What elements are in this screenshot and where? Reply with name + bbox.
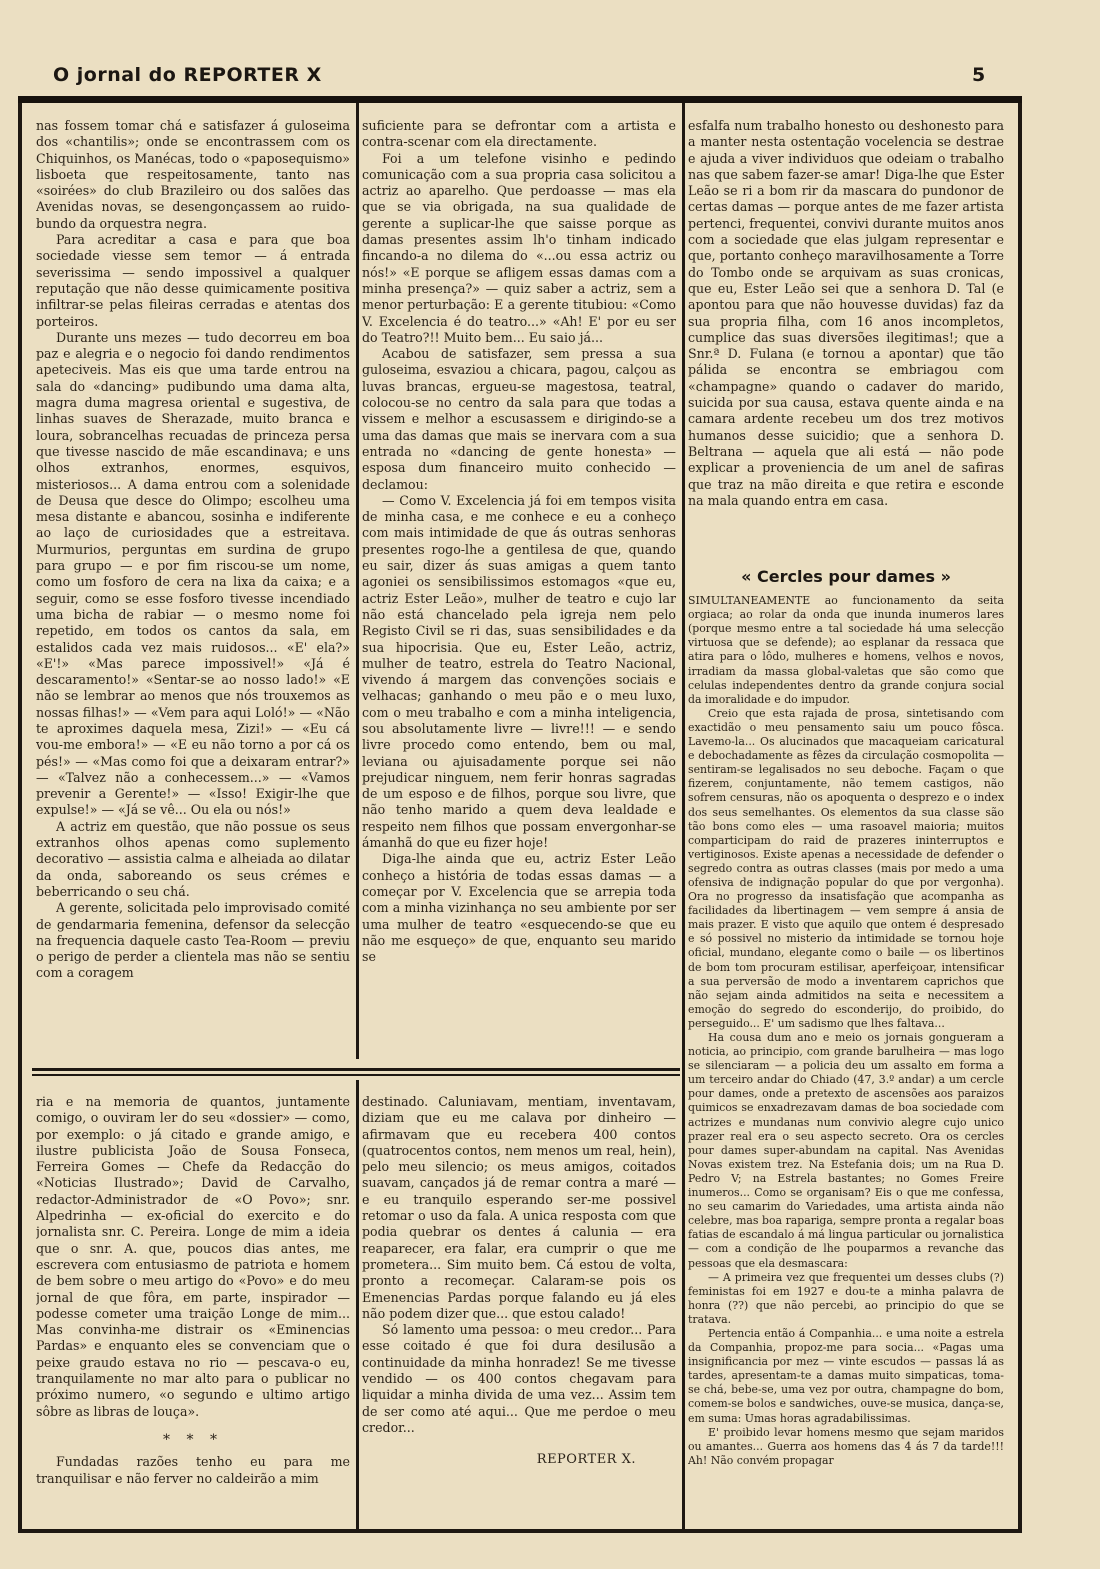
- paragraph: destinado. Caluniavam, mentiam, inventavam, diziam que eu me calava por dinheiro — afirmavam que eu recebera 400 contos (quatrocentos contos, nem menos um real, hein), pelo meu silencio; os meus amigos, coitados suavam, cançados já de remar contra a maré — e eu tranquilo esperando ser-me possivel retomar o uso da fala. A unica resposta com que podia quebrar os dentes á calunia — era reaparecer, era falar, era cumprir o que me prometera... Sim muito bem. Cá estou de volta, pronto a recomeçar. Calaram-se pois os Emenencias Pardas porque falando eu já eles não podem dizer que... que estou calado!: [362, 1094, 676, 1321]
- running-head-title: O jornal do REPORTER X: [53, 64, 322, 86]
- paragraph: esfalfa num trabalho honesto ou deshonesto para a manter nesta ostentação vocelencia se destrae e ajuda a viver individuos que odeiam o trabalho nas que sabem fazer-se amar! Diga-lhe que Ester Leão se ri a bom rir da mascara do pundonor de certas damas — porque antes de me fazer artista pertenci, frequentei, convivi durante muitos anos com a sociedade que elas julgam representar e que, portanto conheço maravilhosamente a Torre do Tombo onde se arquivam as suas cronicas, que eu, Ester Leão sei que a senhora D. Tal (e apontou para que não houvesse duvidas) faz da sua propria filha, com 16 anos incompletos, cumplice das suas diversões ilegitimas!; que a Snr.ª D. Fulana (e tornou a apontar) que tão pálida se encontra se embriagou com «champagne» quando o cadaver do marido, suicida por sua causa, estava quente ainda e na camara ardente recebeu um dos trez motivos humanos desse suicidio; que a senhora D. Beltrana — aquela que ali está — não pode explicar a proveniencia de um anel de safiras que traz na mão direita e que retira e esconde na mala quando entra em casa.: [688, 118, 1004, 508]
- article-column-2: [362, 118, 676, 1056]
- right-border: [1018, 103, 1022, 1533]
- article-column-5: [362, 1094, 676, 1526]
- top-rule: [18, 96, 1022, 103]
- column-divider-3: [356, 1080, 359, 1529]
- section-divider-2: [32, 1074, 680, 1076]
- signature: REPORTER X.: [536, 1452, 636, 1468]
- left-border: [18, 103, 22, 1533]
- paragraph: E' proibido levar homens mesmo que sejam maridos ou amantes... Guerra aos homens das 4 ás 7 da tarde!!! Ah! Não convém propagar: [688, 1425, 1004, 1467]
- cercles-article: [688, 560, 1004, 1526]
- paragraph: nas fossem tomar chá e satisfazer á guloseima dos «chantilis»; onde se encontrassem com os Chiquinhos, os Manécas, todo o «paposequismo» lisboeta que respeitosamente, tanto nas «soirées» do club Brazileiro ou dos salões das Avenidas novas, se desengonçassem ao ruido-bundo da orquestra negra.: [36, 118, 350, 231]
- paragraph: SIMULTANEAMENTE ao funcionamento da seita orgiaca; ao rolar da onda que inunda inumeros lares (porque mesmo entre a tal sociedade há uma selecção virtuosa que se defende); ao esplanar da ressaca que atira para o lôdo, mulheres e homens, velhos e novos, irradiam da massa global-valetas que são como que celulas independentes dentro da grande conjura social da imoralidade e do impudor.: [688, 594, 1004, 706]
- column-divider-1: [356, 103, 359, 1059]
- paragraph: Para acreditar a casa e para que boa sociedade viesse sem temor — á entrada severissima — sendo impossivel a qualquer reputação que não desse quimicamente positiva infiltrar-se pelas fileiras cerradas e atentas dos porteiros.: [36, 232, 350, 329]
- paragraph: Creio que esta rajada de prosa, sintetisando com exactidão o meu pensamento saiu um pouco fôsca. Lavemo-la... Os alucinados que macaqueiam caricatural e debochadamente as fêzes da circulação cosmopolita — sentiram-se legalisados no seu deboche. Façam o que fizerem, conjuntamente, não temem castigos, não sofrem censuras, não os apoquenta o desprezo e o index dos seus semelhantes. Os elementos da sua classe são tão bons como eles — uma rasoavel maioria; muitos comparticipam do raid de prazeres ininterruptos e vertiginosos. Existe apenas a necessidade de defender o segredo contra as outras classes (mais por medo a uma ofensiva de indignação popular do que por vergonha). Ora no progresso da insatisfação que acompanha as facilidades da libertinagem — vem sempre á ansia de mais prazer. E visto que aquilo que ontem é despresado e só possivel no misterio da intimidade se tornou hoje oficial, mundano, elegante como o baile — os libertinos de bom tom procuram estilisar, aperfeiçoar, intensificar a sua perversão de modo a inventarem caprichos que não sejam ainda admitidos na seita e necessitem a emoção do segredo do esconderijo, do proibido, do perseguido... E' um sadismo que lhes faltava...: [688, 706, 1004, 1030]
- paragraph: Diga-lhe ainda que eu, actriz Ester Leão conheço a história de todas essas damas — a começar por V. Excelencia que se arrepia toda com a minha vizinhança no seu ambiente por ser uma mulher de teatro «esquecendo-se que eu não me esqueço» de que, enquanto seu marido se: [362, 851, 676, 965]
- paragraph: A actriz em questão, que não possue os seus extranhos olhos apenas como suplemento decorativo — assistia calma e alheiada ao dilatar da onda, saboreando os seus crémes e beberricando o seu chá.: [36, 818, 350, 899]
- article-column-3: [688, 118, 1004, 564]
- section-break: * * *: [163, 1431, 223, 1448]
- section-divider: [32, 1068, 680, 1071]
- paragraph: Ha cousa dum ano e meio os jornais gongueram a noticia, ao principio, com grande barulheira — mas logo se silenciaram — a policia deu um assalto em forma a um terceiro andar do Chiado (47, 3.º andar) a um cercle pour dames, onde a pretexto de ascensões aos paraizos quimicos se enxadrezavam damas de boa sociedade com actrizes e mundanas num convivio alegre cujo unico prazer real era o seu aspecto secreto. Ora os cercles pour dames super-abundam na capital. Nas Avenidas Novas existem trez. Na Estefania dois; um na Rua D. Pedro V; na Estrela bastantes; no Gomes Freire inumeros... Como se organisam? Eis o que me confessa, no seu camarim do Variedades, uma artista ainda não celebre, mas boa rapariga, sempre pronta a regalar boas fatias de escandalo á má lingua particular ou jornalistica — com a condição de lhe pouparmos a revanche das pessoas que ela desmascara:: [688, 1031, 1004, 1270]
- paragraph: Durante uns mezes — tudo decorreu em boa paz e alegria e o negocio foi dando rendimentos apeteciveis. Mas eis que uma tarde entrou na sala do «dancing» pudibundo uma dama alta, magra duma magresa oriental e sugestiva, de linhas suaves de Sherazade, muito branca e loura, sobrancelhas recuadas de princeza persa que tivesse nascido de mãe escandinava; e uns olhos extranhos, enormes, esquivos, misteriosos... A dama entrou com a solenidade de Deusa que desce do Olimpo; escolheu uma mesa distante e abancou, sosinha e indiferente ao laço de curiosidades que a estreitava. Murmurios, perguntas em surdina de grupo para grupo — e por fim riscou-se um nome, como um fosforo de cera na lixa da caixa; e a seguir, como se esse fosforo tivesse incendiado uma bicha de rabiar — o mesmo nome foi repetido, em todos os cantos da sala, em estalidos cada vez mais ruidosos... «E' ela?» «E'!» «Mas parece impossivel!» «Já é descaramento!» «Sentar-se ao nosso lado!» «E não se lembrar ao menos que nós trouxemos as nossas filhas!» — «Vem para aqui Loló!» — «Não te aproximes daquela mesa, Zizi!» — «Eu cá vou-me embora!» — «E eu não torno a por cá os pés!» — «Mas como foi que a deixaram entrar?» — «Talvez não a conhecessem...» — «Vamos prevenir a Gerente!» — «Isso! Exigir-lhe que expulse!» — «Já se vê... Ou ela ou nós!»: [36, 329, 350, 818]
- article-column-1: [36, 118, 350, 1056]
- paragraph: — A primeira vez que frequentei um desses clubs (?) feministas foi em 1927 e dou-te a minha palavra de honra (??) que não percebi, ao principio do que se tratava.: [688, 1270, 1004, 1326]
- paragraph: Acabou de satisfazer, sem pressa a sua guloseima, esvaziou a chicara, pagou, calçou as luvas brancas, ergueu-se magestosa, teatral, colocou-se no centro da sala para que todas a vissem e melhor a escusassem e dirigindo-se a uma das damas que mais se inervara com a sua entrada no «dancing de gente honesta» — esposa dum financeiro muito conhecido — declamou:: [362, 346, 676, 492]
- paragraph: Só lamento uma pessoa: o meu credor... Para esse coitado é que foi dura desilusão a continuidade da minha honradez! Se me tivesse vendido — os 400 contos chegavam para liquidar a minha divida de uma vez... Assim tem de ser como até aqui... Que me perdoe o meu credor...: [362, 1322, 676, 1435]
- page-number: 5: [972, 64, 986, 86]
- paragraph: ria e na memoria de quantos, juntamente comigo, o ouviram ler do seu «dossier» — como, por exemplo: o já citado e grande amigo, e ilustre publicista João de Sousa Fonseca, Ferreira Gomes — Chefe da Redacção do «Noticias Ilustrado»; David de Carvalho, redactor-Administrador de «O Povo»; snr. Alpedrinha — ex-oficial do exercito e do jornalista snr. C. Pereira. Longe de mim a ideia que o snr. A. que, poucos dias antes, me escrevera com entusiasmo de patriota e homem de bem sobre o meu artigo do «Povo» e do meu jornal de que fôra, em parte, inspirador — podesse cometer uma traição Longe de mim... Mas convinha-me distrair os «Eminencias Pardas» e enquanto eles se convenciam que o peixe graudo estava no rio — pescava-o eu, tranquilamente no mar alto para o publicar no próximo numero, «o segundo e ultimo artigo sôbre as libras de louça».: [36, 1094, 350, 1419]
- column-divider-2: [682, 103, 685, 1529]
- paragraph: — Como V. Excelencia já foi em tempos visita de minha casa, e me conhece e eu a conheço com mais intimidade de que ás outras senhoras presentes rogo-lhe a gentilesa de que, quando eu sair, dizer ás suas amigas a quem tanto agoniei os sensibilissimos estomagos «que eu, actriz Ester Leão», mulher de teatro e cujo lar não está chancelado pela igreja nem pelo Registo Civil se ri das, suas sensibilidades e da sua hipocrisia. Que eu, Ester Leão, actriz, mulher de teatro, estrela do Teatro Nacional, vivendo á margem das convenções sociais e velhacas; ganhando o meu pão e o meu luxo, com o meu trabalho e com a minha inteligencia, sou absolutamente livre — livre!!! — e sendo livre procedo como entendo, bem ou mal, leviana ou ajuisadamente porque sei não prejudicar ninguem, nem ferir honras sagradas de um esposo e de filhos, porque sou livre, que não tenho marido a quem deva lealdade e respeito nem filhos que possam envergonhar-se ámanhã do que eu fizer hoje!: [362, 492, 676, 851]
- section-heading: « Cercles pour dames »: [741, 567, 951, 586]
- paragraph: suficiente para se defrontar com a artista e contra-scenar com ela directamente.: [362, 118, 676, 150]
- paragraph: Fundadas razões tenho eu para me tranquilisar e não ferver no caldeirão a mim: [36, 1454, 350, 1486]
- paragraph: A gerente, solicitada pelo improvisado comité de gendarmaria femenina, defensor da selecção na frequencia daquele casto Tea-Room — previu o perigo de perder a clientela mas não se sentiu com a coragem: [36, 900, 350, 981]
- bottom-rule: [18, 1529, 1022, 1533]
- article-column-4: [36, 1094, 350, 1526]
- paragraph: Foi a um telefone visinho e pedindo comunicação com a sua propria casa solicitou a actriz ao aparelho. Que perdoasse — mas ela que se via obrigada, na sua qualidade de gerente a suplicar-lhe que saisse porque as damas presentes assim lh'o tinham indicado fincando-a no dilema do «...ou essa actriz ou nós!» «E porque se afligem essas damas com a minha presença?» — quiz saber a actriz, sem a menor perturbação: E a gerente titubiou: «Como V. Excelencia é do teatro...» «Ah! E' por eu ser do Teatro?!! Muito bem... Eu saio já...: [362, 150, 676, 345]
- paragraph: Pertencia então á Companhia... e uma noite a estrela da Companhia, propoz-me para socia... «Pagas uma insignificancia por mez — vinte escudos — passas lá as tardes, apresentam-te a damas muito simpaticas, toma-se chá, bebe-se, uma vez por outra, champagne do bom, comem-se bolos e sandwiches, ouve-se musica, dança-se, em suma: Umas horas agradabilissimas.: [688, 1326, 1004, 1425]
